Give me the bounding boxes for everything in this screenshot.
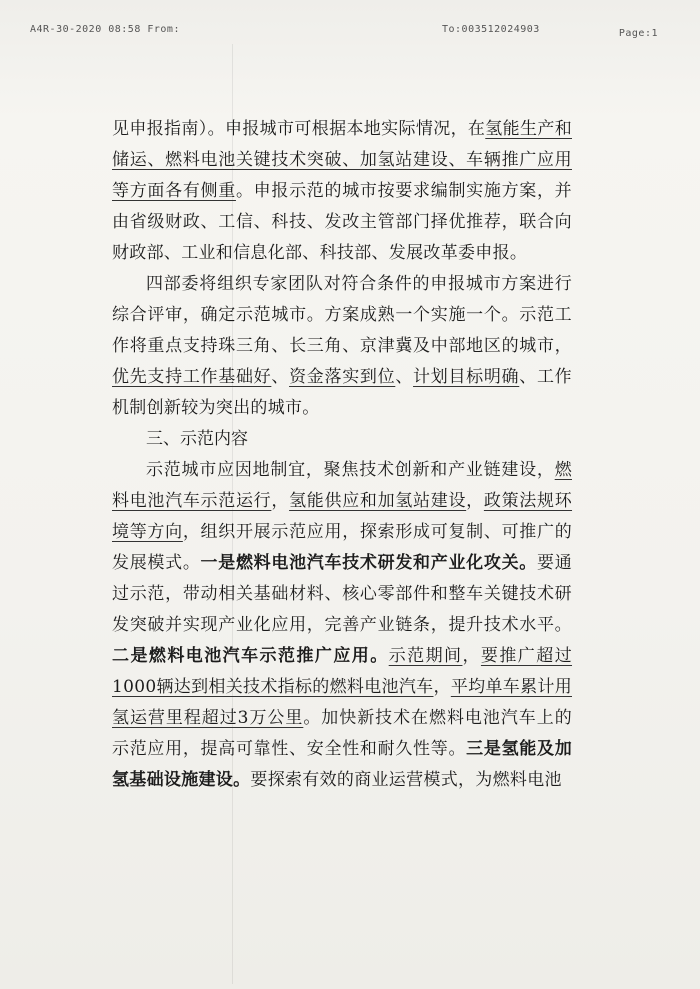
- underlined-phrase: 政策法规环境等方向: [112, 491, 573, 542]
- fax-page-number: Page:1: [618, 28, 658, 39]
- text-run: 四部委将组织专家团队对符合条件的申报城市方案进行综合评审，确定示范城市。方案成熟一个实施一个。示范工作将重点支持珠三角、长三角、京津冀及中部地区的城市，: [112, 274, 572, 356]
- section-heading: 三、示范内容: [146, 429, 248, 449]
- text-run: 要探索有效的商业运营模式，为燃料电池: [250, 770, 562, 790]
- fax-header: [30, 24, 658, 42]
- text-run: 、: [395, 367, 414, 387]
- underlined-phrase: 要推广超过1000辆达到相关技术指标的燃料电池汽车: [112, 646, 573, 697]
- fax-sent-time: A4R-30-2020 08:58 From:: [30, 24, 180, 35]
- text-run: 、工作机制创新较为突出的城市。: [112, 367, 572, 418]
- text-run: 见申报指南）。申报城市可根据本地实际情况，在: [112, 119, 486, 139]
- text-run: ，组织开展示范应用，探索形成可复制、可推广的发展模式。: [112, 522, 573, 573]
- text-run: 要通过示范，带动相关基础材料、核心零部件和整车关键技术研发突破并实现产业化应用，完善产业链条，提升技术水平。: [112, 553, 573, 635]
- paragraph-demo-content: [112, 455, 572, 796]
- text-run: ，: [433, 677, 451, 697]
- document-body: [112, 114, 572, 796]
- underlined-phrase: 平均单车累计用氢运营里程超过3万公里: [112, 677, 572, 728]
- text-run: ，: [271, 491, 290, 511]
- paragraph-expert-review: [112, 269, 572, 424]
- text-run: 。加快新技术在燃料电池汽车上的示范应用，提高可靠性、安全性和耐久性等。: [112, 708, 572, 759]
- text-run: 、: [271, 367, 290, 387]
- underlined-phrase: 燃料电池汽车示范运行: [112, 460, 572, 511]
- text-run: ，: [466, 491, 484, 511]
- paragraph-application-guidance: [112, 114, 572, 269]
- underlined-phrase: 示范期间: [388, 646, 463, 666]
- underlined-phrase: 资金落实到位: [289, 367, 396, 387]
- emphasis-phrase: 一是燃料电池汽车技术研发和产业化攻关。: [200, 553, 537, 573]
- fax-recipient: To:003512024903: [442, 24, 540, 35]
- underlined-phrase: 计划目标明确: [413, 367, 520, 387]
- emphasis-phrase: 二是燃料电池汽车示范推广应用。: [112, 646, 389, 666]
- emphasis-phrase: 三是氢能及加氢基础设施建设。: [112, 739, 572, 790]
- underlined-phrase: 氢能供应和加氢站建设: [289, 491, 467, 511]
- text-run: ，: [462, 646, 481, 666]
- text-run: 。申报示范的城市按要求编制实施方案，并由省级财政、工信、科技、发改主管部门择优推荐，联合向财政部、工业和信息化部、科技部、发展改革委申报。: [112, 181, 572, 263]
- underlined-phrase: 氢能生产和储运、燃料电池关键技术突破、加氢站建设、车辆推广应用等方面各有侧重: [112, 119, 572, 201]
- text-run: 示范城市应因地制宜，聚焦技术创新和产业链建设，: [146, 460, 555, 480]
- underlined-phrase: 优先支持工作基础好: [112, 367, 272, 387]
